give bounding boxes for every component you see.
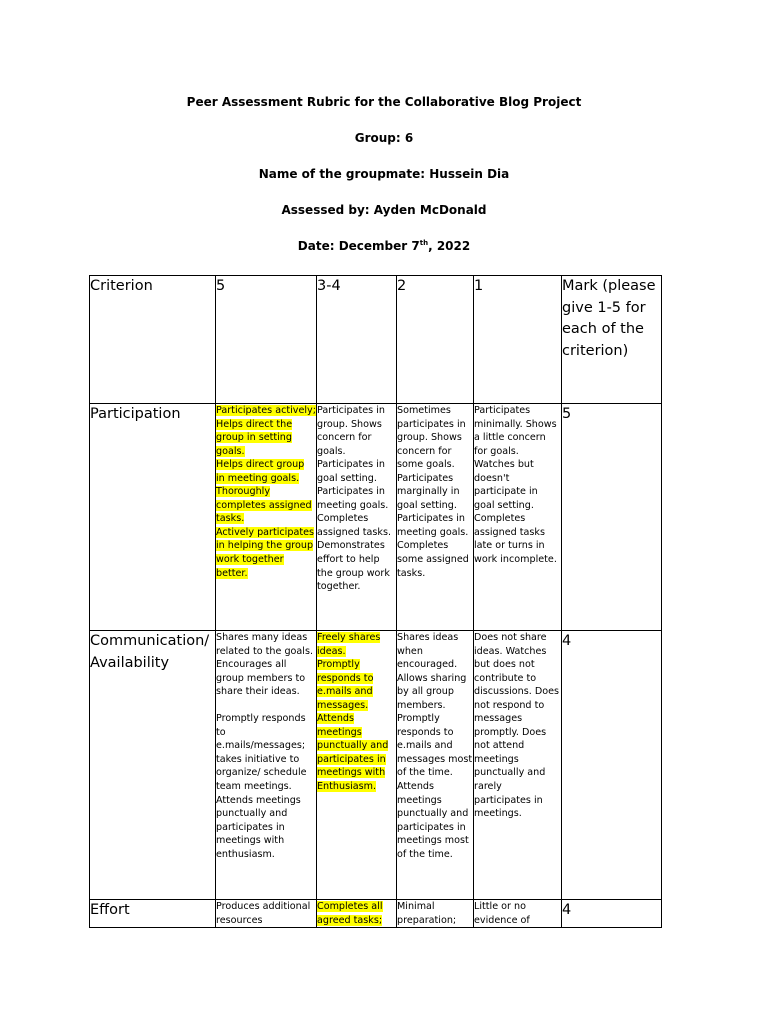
participation-score-1: Participates minimally. Shows a little concern for goals. Watches but doesn't participate in goal setting. Completes assigned tasks late or turns in work incomplete. bbox=[474, 404, 562, 631]
communication-score-5 bbox=[216, 631, 317, 900]
group-line: Group: 6 bbox=[354, 131, 414, 145]
assessed-by-line: Assessed by: Ayden McDonald bbox=[281, 203, 487, 217]
header-mark: Mark (please give 1-5 for each of the criterion) bbox=[562, 276, 662, 404]
effort-score-2: Minimal preparation; bbox=[397, 900, 474, 928]
participation-5-line-4: Thoroughly completes assigned tasks. bbox=[216, 486, 312, 525]
communication-score-3-4 bbox=[317, 631, 397, 900]
header-criterion: Criterion bbox=[90, 276, 216, 404]
participation-5-line-3: Helps direct group in meeting goals. bbox=[216, 459, 305, 484]
effort-3-4-text: Completes all agreed tasks; bbox=[317, 901, 383, 926]
date-superscript: th bbox=[419, 239, 429, 247]
header-score-2: 2 bbox=[397, 276, 474, 404]
effort-criterion: Effort bbox=[90, 900, 216, 928]
participation-5-line-5: Actively participates in helping the group work together better. bbox=[216, 526, 314, 579]
effort-score-1: Little or no evidence of bbox=[474, 900, 562, 928]
date-line bbox=[0, 239, 768, 253]
effort-score-3-4 bbox=[317, 900, 397, 928]
communication-criterion: Communication/ Availability bbox=[90, 631, 216, 900]
date-suffix: , 2022 bbox=[428, 239, 471, 253]
effort-score-5: Produces additional resources bbox=[216, 900, 317, 928]
participation-score-3-4: Participates in group. Shows concern for goals. Participates in goal setting. Participates in meeting goals. Completes assigned tasks. Demonstrates effort to help the group work together. bbox=[317, 404, 397, 631]
header-row bbox=[90, 276, 662, 404]
participation-score-2: Sometimes participates in group. Shows concern for some goals. Participates marginally in goal setting. Participates in meeting goals. Completes some assigned tasks. bbox=[397, 404, 474, 631]
participation-mark: 5 bbox=[562, 404, 662, 631]
effort-mark: 4 bbox=[562, 900, 662, 928]
effort-row bbox=[90, 900, 662, 928]
header-score-3-4: 3-4 bbox=[317, 276, 397, 404]
groupmate-line: Name of the groupmate: Hussein Dia bbox=[258, 167, 510, 181]
communication-3-4-line-2: Promptly responds to e.mails and messages. bbox=[317, 659, 374, 711]
communication-mark: 4 bbox=[562, 631, 662, 900]
communication-score-2: Shares ideas when encouraged. Allows sharing by all group members. Promptly responds to e.mails and messages most of the time. Attends meetings punctually and participates in meetings most of the time. bbox=[397, 631, 474, 900]
participation-score-5 bbox=[216, 404, 317, 631]
communication-score-1: Does not share ideas. Watches but does not contribute to discussions. Does not respond to messages promptly. Does not attend meetings punctually and rarely participates in meetings. bbox=[474, 631, 562, 900]
communication-5-part-2: Promptly responds to e.mails/messages; takes initiative to organize/ schedule team meetings. Attends meetings punctually and participates in meetings with enthusiasm. bbox=[216, 713, 307, 860]
participation-row bbox=[90, 404, 662, 631]
participation-5-line-2: Helps direct the group in setting goals. bbox=[216, 418, 293, 457]
communication-5-part-1: Shares many ideas related to the goals. Encourages all group members to share their ideas. bbox=[216, 632, 314, 698]
communication-3-4-line-1: Freely shares ideas. bbox=[317, 632, 381, 657]
participation-criterion: Participation bbox=[90, 404, 216, 631]
header-score-1: 1 bbox=[474, 276, 562, 404]
header-score-5: 5 bbox=[216, 276, 317, 404]
document-title: Peer Assessment Rubric for the Collaborative Blog Project bbox=[186, 95, 582, 109]
rubric-table bbox=[89, 275, 662, 928]
participation-5-line-1: Participates actively; bbox=[216, 405, 316, 416]
communication-3-4-line-3: Attends meetings punctually and participates in meetings with Enthusiasm. bbox=[317, 713, 389, 793]
date-prefix: Date: December 7 bbox=[297, 239, 420, 253]
communication-row bbox=[90, 631, 662, 900]
